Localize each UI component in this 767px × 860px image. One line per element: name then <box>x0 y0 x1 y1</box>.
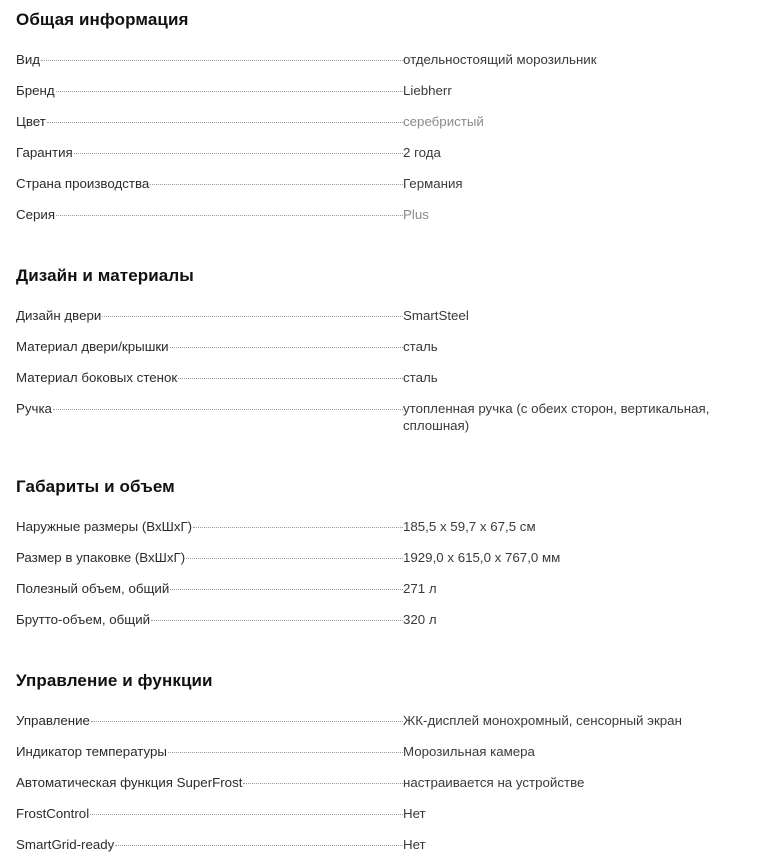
spec-label: Гарантия <box>16 145 73 160</box>
spec-value: 271 л <box>403 581 437 596</box>
spec-section <box>16 0 751 230</box>
spec-label: Серия <box>16 207 56 222</box>
dot-leader <box>115 836 403 846</box>
dot-leader <box>47 113 403 123</box>
spec-label-wrap <box>16 836 403 853</box>
spec-row <box>16 705 751 736</box>
spec-label: Управление <box>16 713 90 728</box>
spec-value: отдельностоящий морозильник <box>403 52 597 67</box>
dot-leader <box>53 400 403 410</box>
spec-row <box>16 736 751 767</box>
dot-leader <box>170 580 403 590</box>
spec-value: SmartSteel <box>403 308 469 323</box>
dot-leader <box>102 307 403 317</box>
spec-label: Материал боковых стенок <box>16 370 178 385</box>
dot-leader <box>74 144 403 154</box>
spec-value: утопленная ручка (с обеих сторон, вертикальная, сплошная) <box>403 401 710 433</box>
spec-value: 320 л <box>403 612 437 627</box>
spec-value: сталь <box>403 370 438 385</box>
section-title: Общая информация <box>16 10 189 29</box>
spec-label-wrap <box>16 712 403 729</box>
spec-label: SmartGrid-ready <box>16 837 115 852</box>
spec-value: серебристый <box>403 114 484 129</box>
section-title: Дизайн и материалы <box>16 266 194 285</box>
spec-label: Цвет <box>16 114 46 129</box>
dot-leader <box>168 743 403 753</box>
spec-value: ЖК-дисплей монохромный, сенсорный экран <box>403 713 682 728</box>
spec-label-wrap <box>16 307 403 324</box>
spec-value: Plus <box>403 207 429 222</box>
spec-label-wrap <box>16 206 403 223</box>
spec-value: 2 года <box>403 145 441 160</box>
section-title: Управление и функции <box>16 671 213 690</box>
dot-leader <box>186 549 403 559</box>
spec-row <box>16 44 751 75</box>
spec-label: Материал двери/крышки <box>16 339 169 354</box>
dot-leader <box>193 518 403 528</box>
spec-row <box>16 168 751 199</box>
spec-label-wrap <box>16 805 403 822</box>
spec-value: Нет <box>403 806 426 821</box>
dot-leader <box>243 774 403 784</box>
spec-row <box>16 393 751 441</box>
spec-label: Вид <box>16 52 41 67</box>
spec-label: Ручка <box>16 401 52 416</box>
spec-label: Страна производства <box>16 176 150 191</box>
spec-label-wrap <box>16 400 403 417</box>
spec-label-wrap <box>16 82 403 99</box>
dot-leader <box>150 175 403 185</box>
spec-row <box>16 300 751 331</box>
spec-row <box>16 573 751 604</box>
spec-label-wrap <box>16 549 403 566</box>
spec-row <box>16 362 751 393</box>
spec-label-wrap <box>16 518 403 535</box>
spec-value: 1929,0 x 615,0 x 767,0 мм <box>403 550 561 565</box>
spec-label-wrap <box>16 144 403 161</box>
spec-row <box>16 106 751 137</box>
spec-row <box>16 137 751 168</box>
dot-leader <box>56 206 403 216</box>
spec-row <box>16 199 751 230</box>
spec-label-wrap <box>16 113 403 130</box>
spec-label-wrap <box>16 580 403 597</box>
spec-label: Полезный объем, общий <box>16 581 170 596</box>
spec-label-wrap <box>16 51 403 68</box>
spec-row <box>16 542 751 573</box>
dot-leader <box>90 805 403 815</box>
section-title: Габариты и объем <box>16 477 175 496</box>
spec-row <box>16 767 751 798</box>
dot-leader <box>170 338 403 348</box>
spec-section <box>16 661 751 860</box>
spec-label-wrap <box>16 369 403 386</box>
spec-label: Наружные размеры (ВхШхГ) <box>16 519 193 534</box>
spec-section <box>16 467 751 635</box>
spec-row <box>16 829 751 860</box>
spec-label: Дизайн двери <box>16 308 102 323</box>
spec-value: 185,5 x 59,7 x 67,5 см <box>403 519 536 534</box>
dot-leader <box>91 712 403 722</box>
spec-label: Размер в упаковке (ВхШхГ) <box>16 550 186 565</box>
spec-label: FrostControl <box>16 806 90 821</box>
spec-label: Автоматическая функция SuperFrost <box>16 775 243 790</box>
spec-value: сталь <box>403 339 438 354</box>
spec-label: Бренд <box>16 83 55 98</box>
spec-label: Индикатор температуры <box>16 744 167 759</box>
spec-value: настраивается на устройстве <box>403 775 585 790</box>
spec-value: Германия <box>403 176 463 191</box>
spec-label-wrap <box>16 743 403 760</box>
spec-value: Морозильная камера <box>403 744 535 759</box>
spec-label-wrap <box>16 175 403 192</box>
dot-leader <box>41 51 403 61</box>
spec-row <box>16 75 751 106</box>
spec-label-wrap <box>16 774 403 791</box>
spec-row <box>16 604 751 635</box>
spec-row <box>16 798 751 829</box>
spec-label-wrap <box>16 611 403 628</box>
spec-label-wrap <box>16 338 403 355</box>
spec-value: Нет <box>403 837 426 852</box>
dot-leader <box>151 611 403 621</box>
spec-row <box>16 331 751 362</box>
spec-label: Брутто-объем, общий <box>16 612 151 627</box>
spec-row <box>16 511 751 542</box>
spec-section <box>16 256 751 441</box>
dot-leader <box>178 369 403 379</box>
spec-value: Liebherr <box>403 83 452 98</box>
dot-leader <box>56 82 403 92</box>
